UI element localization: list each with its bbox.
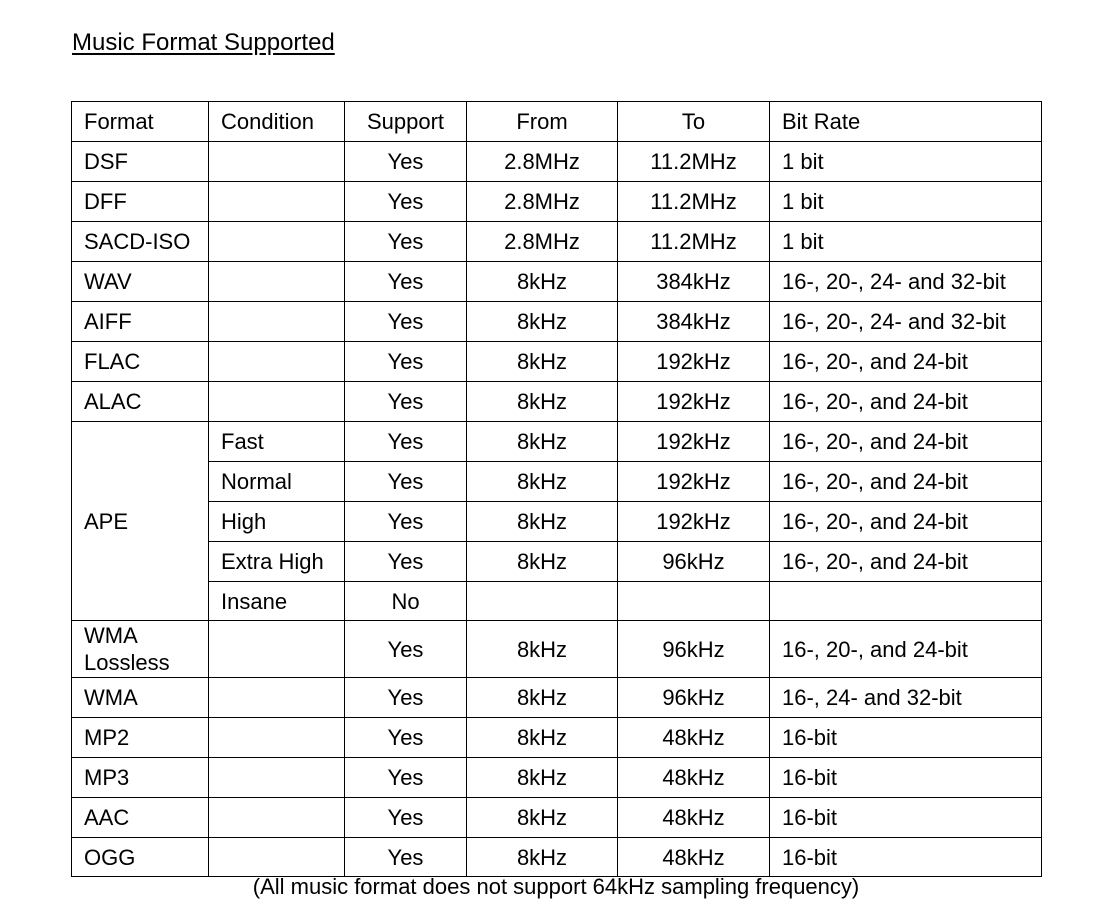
support-cell: Yes	[345, 838, 467, 877]
table-row	[72, 798, 1042, 838]
bit-rate-cell: 1 bit	[770, 182, 1042, 222]
condition-cell	[209, 838, 345, 877]
to-cell: 48kHz	[618, 838, 770, 877]
table-row	[72, 462, 1042, 502]
support-cell: Yes	[345, 142, 467, 182]
support-cell: Yes	[345, 382, 467, 422]
support-cell: Yes	[345, 621, 467, 678]
format-cell: DFF	[72, 182, 209, 222]
to-cell: 384kHz	[618, 302, 770, 342]
bit-rate-cell: 16-, 20-, and 24-bit	[770, 462, 1042, 502]
condition-cell: Insane	[209, 582, 345, 621]
bit-rate-cell: 1 bit	[770, 142, 1042, 182]
to-cell: 11.2MHz	[618, 182, 770, 222]
to-cell: 48kHz	[618, 798, 770, 838]
condition-cell: High	[209, 502, 345, 542]
support-cell: Yes	[345, 262, 467, 302]
table-row	[72, 502, 1042, 542]
from-cell: 8kHz	[467, 838, 618, 877]
condition-cell: Normal	[209, 462, 345, 502]
support-cell: Yes	[345, 422, 467, 462]
from-cell: 8kHz	[467, 621, 618, 678]
bit-rate-cell: 16-bit	[770, 838, 1042, 877]
format-cell: MP3	[72, 758, 209, 798]
format-cell-merged: APE	[72, 422, 209, 621]
table-row	[72, 542, 1042, 582]
format-cell: SACD-ISO	[72, 222, 209, 262]
table-row	[72, 382, 1042, 422]
condition-cell	[209, 678, 345, 718]
header-to: To	[618, 102, 770, 142]
table-row	[72, 758, 1042, 798]
from-cell: 8kHz	[467, 678, 618, 718]
to-cell: 96kHz	[618, 621, 770, 678]
format-cell: MP2	[72, 718, 209, 758]
table-row	[72, 582, 1042, 621]
header-bit-rate: Bit Rate	[770, 102, 1042, 142]
music-format-table	[71, 101, 1042, 877]
condition-cell: Fast	[209, 422, 345, 462]
to-cell: 192kHz	[618, 422, 770, 462]
condition-cell	[209, 142, 345, 182]
format-cell: WAV	[72, 262, 209, 302]
from-cell: 8kHz	[467, 382, 618, 422]
support-cell: Yes	[345, 222, 467, 262]
format-cell: ALAC	[72, 382, 209, 422]
support-cell: Yes	[345, 542, 467, 582]
to-cell: 48kHz	[618, 758, 770, 798]
to-cell: 96kHz	[618, 542, 770, 582]
from-cell: 8kHz	[467, 302, 618, 342]
table-row	[72, 262, 1042, 302]
support-cell: Yes	[345, 342, 467, 382]
from-cell	[467, 582, 618, 621]
support-cell: No	[345, 582, 467, 621]
to-cell: 192kHz	[618, 462, 770, 502]
condition-cell	[209, 342, 345, 382]
bit-rate-cell: 16-, 20-, 24- and 32-bit	[770, 262, 1042, 302]
condition-cell	[209, 758, 345, 798]
header-support: Support	[345, 102, 467, 142]
condition-cell: Extra High	[209, 542, 345, 582]
bit-rate-cell: 16-, 20-, 24- and 32-bit	[770, 302, 1042, 342]
from-cell: 8kHz	[467, 262, 618, 302]
table-row	[72, 422, 1042, 462]
to-cell: 96kHz	[618, 678, 770, 718]
support-cell: Yes	[345, 758, 467, 798]
condition-cell	[209, 382, 345, 422]
from-cell: 8kHz	[467, 462, 618, 502]
format-cell: WMA Lossless	[72, 621, 209, 678]
from-cell: 8kHz	[467, 422, 618, 462]
bit-rate-cell: 16-, 20-, and 24-bit	[770, 382, 1042, 422]
from-cell: 2.8MHz	[467, 182, 618, 222]
table-row	[72, 718, 1042, 758]
header-from: From	[467, 102, 618, 142]
table-row	[72, 621, 1042, 678]
to-cell: 192kHz	[618, 342, 770, 382]
format-cell: DSF	[72, 142, 209, 182]
bit-rate-cell: 16-, 20-, and 24-bit	[770, 542, 1042, 582]
format-cell: AIFF	[72, 302, 209, 342]
table-row	[72, 142, 1042, 182]
from-cell: 8kHz	[467, 502, 618, 542]
support-cell: Yes	[345, 678, 467, 718]
table-row	[72, 678, 1042, 718]
format-cell: FLAC	[72, 342, 209, 382]
condition-cell	[209, 182, 345, 222]
bit-rate-cell: 16-bit	[770, 718, 1042, 758]
document-title: Music Format Supported	[72, 29, 335, 56]
from-cell: 8kHz	[467, 342, 618, 382]
format-cell: AAC	[72, 798, 209, 838]
bit-rate-cell: 16-, 20-, and 24-bit	[770, 502, 1042, 542]
to-cell	[618, 582, 770, 621]
bit-rate-cell	[770, 582, 1042, 621]
support-cell: Yes	[345, 718, 467, 758]
table-row	[72, 342, 1042, 382]
condition-cell	[209, 302, 345, 342]
to-cell: 192kHz	[618, 382, 770, 422]
bit-rate-cell: 16-, 20-, and 24-bit	[770, 422, 1042, 462]
to-cell: 11.2MHz	[618, 142, 770, 182]
support-cell: Yes	[345, 798, 467, 838]
table-row	[72, 838, 1042, 877]
condition-cell	[209, 222, 345, 262]
table-row	[72, 222, 1042, 262]
to-cell: 384kHz	[618, 262, 770, 302]
to-cell: 192kHz	[618, 502, 770, 542]
format-cell: OGG	[72, 838, 209, 877]
support-cell: Yes	[345, 502, 467, 542]
condition-cell	[209, 718, 345, 758]
table-row	[72, 302, 1042, 342]
bit-rate-cell: 16-, 24- and 32-bit	[770, 678, 1042, 718]
from-cell: 2.8MHz	[467, 142, 618, 182]
condition-cell	[209, 621, 345, 678]
bit-rate-cell: 16-, 20-, and 24-bit	[770, 621, 1042, 678]
table-row	[72, 182, 1042, 222]
bit-rate-cell: 16-bit	[770, 798, 1042, 838]
support-cell: Yes	[345, 302, 467, 342]
from-cell: 2.8MHz	[467, 222, 618, 262]
header-condition: Condition	[209, 102, 345, 142]
from-cell: 8kHz	[467, 718, 618, 758]
from-cell: 8kHz	[467, 758, 618, 798]
to-cell: 11.2MHz	[618, 222, 770, 262]
from-cell: 8kHz	[467, 798, 618, 838]
bit-rate-cell: 16-, 20-, and 24-bit	[770, 342, 1042, 382]
footnote: (All music format does not support 64kHz sampling frequency)	[252, 874, 860, 899]
support-cell: Yes	[345, 462, 467, 502]
condition-cell	[209, 262, 345, 302]
support-cell: Yes	[345, 182, 467, 222]
format-cell: WMA	[72, 678, 209, 718]
to-cell: 48kHz	[618, 718, 770, 758]
bit-rate-cell: 16-bit	[770, 758, 1042, 798]
header-format: Format	[72, 102, 209, 142]
bit-rate-cell: 1 bit	[770, 222, 1042, 262]
table-header-row	[72, 102, 1042, 142]
condition-cell	[209, 798, 345, 838]
from-cell: 8kHz	[467, 542, 618, 582]
